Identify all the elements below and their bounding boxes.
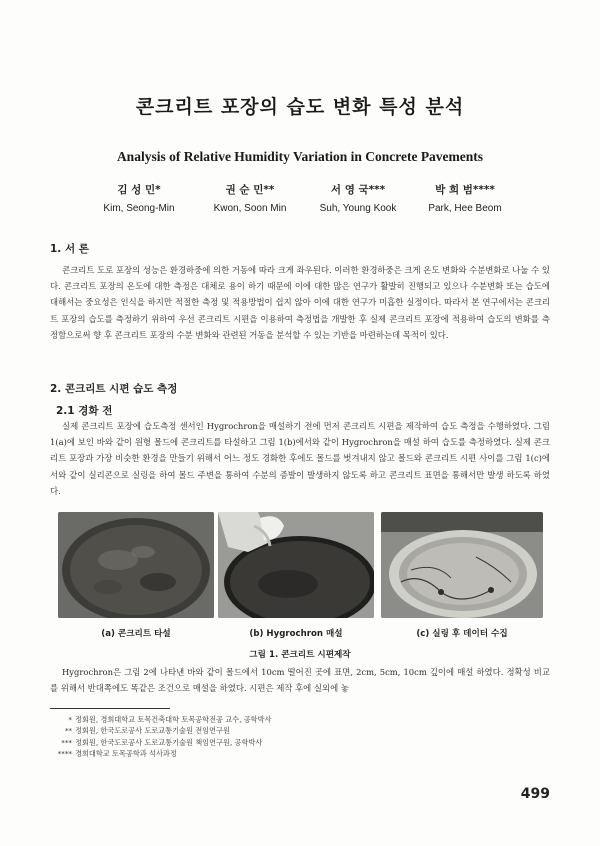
english-title: Analysis of Relative Humidity Variation in Concrete Pavements (116, 149, 484, 164)
footnote: **** 경희대학교 토목공학과 석사과정 (57, 748, 177, 758)
section-2-heading: 2. 콘크리트 시편 습도 측정 (50, 383, 178, 395)
after-figure-body: Hygrochron은 그림 2에 나타낸 바와 같이 몰드에서 10cm 떨어진 곳에 표면, 2cm, 5cm, 10cm 깊이에 매설 하였다. 정확성 비교를 위해서 반대쪽에도 똑같은 조건으로 매설을 하였다. 시편은 제작 후에 실외에 놓 (50, 667, 550, 694)
section-1-body: 콘크리트 도로 포장의 성능은 환경하중에 의한 거동에 따라 크게 좌우된다. 이러한 환경하중은 크게 온도 변화와 수분변화로 나눌 수 있다. 콘크리트 포장의 온도에 대한 측정은 대체로 용이 하기 때문에 이에 대한 많은 연구가 활발히 진행되고 있으나 수분변화 또는 습도에 대해서는 중요성은 인식을 하지만 적절한 측정 및 적용방법이 쉽지 않아 이에 대한 연구가 미흡한 실정이다. 따라서 본 연구에서는 콘크리트 포장의 습도를 측정하기 위하여 우선 콘크리트 시편을 이용하여 측정법을 개발한 후 실제 콘크리트 포장에 적용하여 습도의 변화를 측정함으로써 향 후 콘크리트 포장의 수분 변화와 관련된 거동을 분석할 수 있는 기반을 마련하는데 목적이 있다. (50, 265, 550, 340)
section-1-heading: 1. 서 론 (50, 243, 89, 255)
author-name-en: Kwon, Soon Min (213, 203, 287, 214)
section-2-body: 실제 콘크리트 포장에 습도측정 센서인 Hygrochron을 매설하기 전에 먼저 콘크리트 시편을 제작하여 습도 측정을 수행하였다. 그림 1(a)에 보인 바와 같이 원형 몰드에 콘크리트를 타설하고 그림 1(b)에서와 같이 Hygrochron을 매설 하여 습도를 측정하였다. 실제 콘크리트 포장과 가장 비슷한 환경을 만들기 위해서 어느 정도 경화한 후에도 몰드를 벗겨내지 않고 몰드와 콘크리트 시편 사이를 그림 1(c)에서와 같이 실리콘으로 실링을 하여 몰드 주변을 통하여 수분의 증발이 발생하지 않도록 하고 콘크리트 표면을 통해서만 발생 하도록 하였다. (50, 421, 550, 496)
section-2-1-heading: 2.1 경화 전 (56, 405, 113, 417)
footnote: * 정회원, 경희대학교 토목건축대학 토목공학전공 교수, 공학박사 (68, 715, 272, 724)
author-name-en: Suh, Young Kook (319, 203, 397, 214)
author-4 (400, 182, 530, 214)
photo-hygrochron-embedding (218, 512, 374, 618)
footnote-divider (50, 708, 170, 709)
author-name-en: Park, Hee Beom (428, 203, 502, 214)
figure-caption-a: (a) 콘크리트 타설 (101, 629, 171, 639)
figure-caption-c: (c) 실링 후 데이터 수집 (416, 629, 508, 639)
korean-title: 콘크리트 포장의 습도 변화 특성 분석 (135, 96, 465, 118)
author-name-ko: 김 성 민* (117, 184, 161, 196)
footnotes (52, 714, 552, 759)
author-name-ko: 권 순 민** (225, 184, 275, 196)
footnote: *** 정회원, 한국도로공사 도로교통기술원 책임연구원, 공학박사 (61, 737, 263, 747)
page-number: 499 (520, 786, 550, 802)
author-name-en: Kim, Seong-Min (103, 203, 175, 214)
footnote: ** 정회원, 한국도로공사 도로교통기술원 전임연구원 (64, 726, 230, 736)
author-name-ko: 박 희 범**** (435, 184, 495, 196)
photo-concrete-pouring (58, 512, 214, 618)
figure-title: 그림 1. 콘크리트 시편제작 (249, 650, 351, 660)
author-name-ko: 서 영 국*** (330, 184, 386, 196)
figure-caption-b: (b) Hygrochron 매설 (249, 629, 343, 639)
photo-sealing-data-collection (381, 512, 543, 618)
